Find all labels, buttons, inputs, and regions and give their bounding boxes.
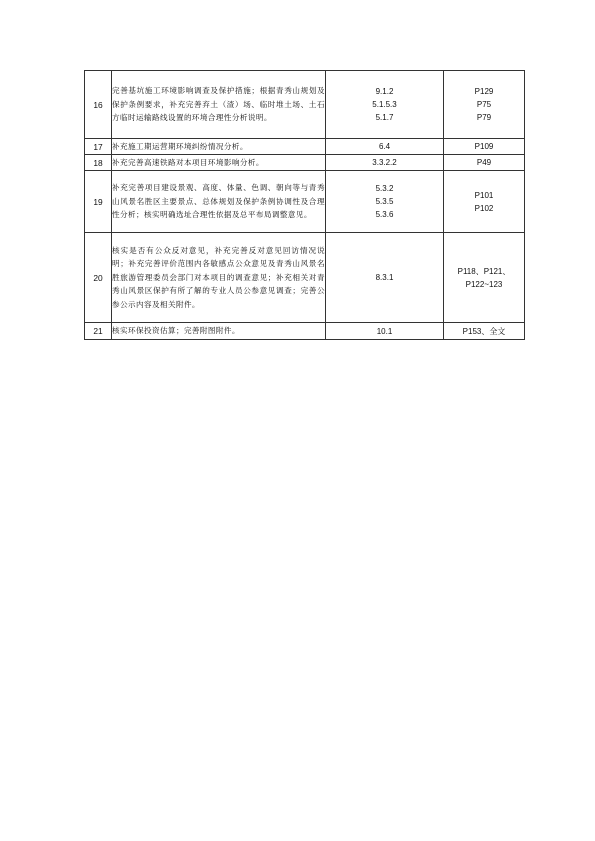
section-number: 10.1: [376, 326, 393, 336]
page-number: P79: [476, 113, 492, 122]
page-number: P75: [476, 100, 492, 109]
review-item-text: 完善基坑施工环境影响调查及保护措施；根据青秀山规划及保护条例要求，补充完善弃土（渣）场、临时堆土场、土石方临时运输路线设置的环境合理性分析说明。: [112, 71, 326, 139]
page-number: P122~123: [465, 279, 503, 289]
section-reference: [326, 323, 444, 340]
table-row: [85, 171, 525, 233]
section-reference: [326, 139, 444, 155]
section-reference: [326, 171, 444, 233]
row-number: 18: [85, 155, 112, 171]
page-number: P102: [474, 203, 494, 213]
section-number: 8.3.1: [375, 273, 394, 282]
row-number: 19: [85, 171, 112, 233]
section-number: 5.1.7: [375, 113, 394, 122]
row-number: 16: [85, 71, 112, 139]
table-row: [85, 233, 525, 323]
section-reference: [326, 233, 444, 323]
page-reference: [444, 71, 525, 139]
review-item-text: 补充完善高速铁路对本项目环境影响分析。: [112, 155, 326, 171]
review-item-text: 核实环保投资估算；完善附图附件。: [112, 323, 326, 340]
page-number: P129: [474, 87, 494, 96]
section-reference: [326, 155, 444, 171]
row-number: 17: [85, 139, 112, 155]
review-item-text: 补充完善项目建设景观、高度、体量、色调、朝向等与青秀山风景名胜区主要景点、总体规划及保护条例协调性及合理性分析；核实明确选址合理性依据及总平布局调整意见。: [112, 171, 326, 233]
page-number: P153、全文: [462, 326, 506, 336]
page-reference: [444, 171, 525, 233]
table-row: [85, 155, 525, 171]
section-number: 6.4: [378, 142, 391, 151]
section-number: 5.3.5: [375, 197, 394, 206]
row-number: 20: [85, 233, 112, 323]
page-reference: [444, 323, 525, 340]
row-number: 21: [85, 323, 112, 340]
section-number: 5.1.5.3: [372, 100, 397, 109]
page-reference: [444, 155, 525, 171]
review-item-text: 补充施工期运营期环境纠纷情况分析。: [112, 139, 326, 155]
section-number: 5.3.6: [375, 210, 394, 219]
page-reference: [444, 139, 525, 155]
page-number: P49: [476, 158, 492, 167]
section-number: 9.1.2: [375, 87, 394, 96]
page-reference: [444, 233, 525, 323]
section-number: 5.3.2: [375, 184, 394, 193]
section-number: 3.3.2.2: [372, 158, 397, 167]
page-number: P118、P121、: [457, 266, 511, 276]
section-reference: [326, 71, 444, 139]
page-number: P109: [474, 142, 494, 151]
review-response-table: [84, 70, 525, 340]
table-row: [85, 139, 525, 155]
page-number: P101: [474, 190, 494, 200]
review-item-text: 核实是否有公众反对意见，补充完善反对意见回访情况说明；补充完善评价范围内各敏感点公众意见及青秀山风景名胜旅游管理委员会部门对本项目的调查意见；补充相关对青秀山风景区保护有所了解的专业人员公参意见调查；完善公参公示内容及相关附件。: [112, 233, 326, 323]
table-row: [85, 71, 525, 139]
table-row: [85, 323, 525, 340]
